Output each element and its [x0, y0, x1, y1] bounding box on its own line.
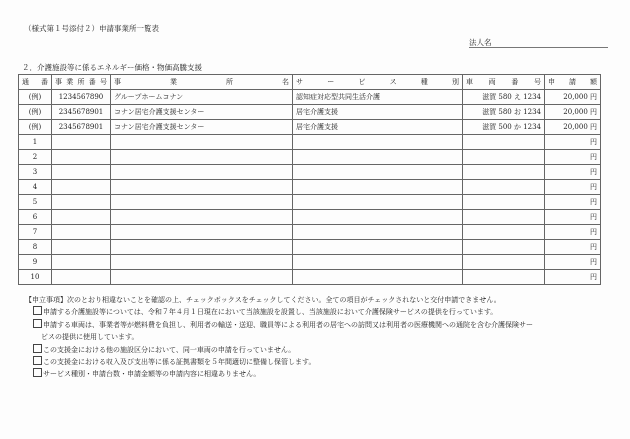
cell-serial: 6 [19, 210, 52, 225]
cell-serial: 3 [19, 165, 52, 180]
cell-vehicle-number[interactable] [463, 210, 545, 225]
declaration-item [25, 368, 615, 380]
cell-office-number[interactable] [52, 225, 111, 240]
cell-office-number: 1234567890 [52, 90, 111, 105]
cell-vehicle-number: 滋賀 500 か 1234 [463, 120, 545, 135]
checkbox[interactable] [33, 306, 42, 315]
cell-amount: 20,000 円 [545, 105, 601, 120]
declaration-text-continued: ビスの提供に使用しています。 [41, 333, 139, 342]
cell-service-type[interactable] [293, 255, 463, 270]
declaration-item [25, 356, 615, 368]
declaration-text: この支援金における収入及び支出等に係る証拠書類を５年間適切に整備し保管します。 [43, 358, 316, 367]
cell-serial: (例) [19, 90, 52, 105]
cell-vehicle-number: 滋賀 580 お 1234 [463, 105, 545, 120]
table-row [19, 210, 601, 225]
table-row [19, 135, 601, 150]
checkbox[interactable] [33, 319, 42, 328]
cell-amount[interactable]: 円 [545, 210, 601, 225]
table-row [19, 240, 601, 255]
corporation-name-label: 法人名 [469, 38, 492, 47]
cell-office-number[interactable] [52, 210, 111, 225]
table-row [19, 180, 601, 195]
header-office-number: 事業所番号 [52, 75, 111, 90]
cell-service-type[interactable] [293, 270, 463, 285]
cell-service-type: 居宅介護支援 [293, 105, 463, 120]
cell-vehicle-number[interactable] [463, 180, 545, 195]
example-row [19, 105, 601, 120]
cell-amount[interactable]: 円 [545, 165, 601, 180]
cell-amount[interactable]: 円 [545, 135, 601, 150]
declaration-item [25, 344, 615, 356]
table-row [19, 195, 601, 210]
cell-office-number[interactable] [52, 255, 111, 270]
header-amount: 申 請 額 [545, 75, 601, 90]
section-title: ２．介護施設等に係るエネルギー価格・物価高騰支援 [22, 63, 202, 72]
cell-office-name: コナン居宅介護支援センター [111, 120, 293, 135]
cell-service-type[interactable] [293, 195, 463, 210]
cell-office-name[interactable] [111, 180, 293, 195]
cell-service-type: 認知症対応型共同生活介護 [293, 90, 463, 105]
cell-office-name[interactable] [111, 195, 293, 210]
cell-vehicle-number[interactable] [463, 165, 545, 180]
example-row [19, 90, 601, 105]
cell-office-name[interactable] [111, 135, 293, 150]
cell-serial: (例) [19, 105, 52, 120]
cell-service-type: 居宅介護支援 [293, 120, 463, 135]
declaration-item [25, 319, 615, 344]
declaration-text: 申請する介護施設等については、令和７年４月１日現在において当該施設を設置し、当該施設において介護保険サービスの提供を行っています。 [43, 308, 498, 317]
cell-vehicle-number[interactable] [463, 135, 545, 150]
cell-vehicle-number[interactable] [463, 225, 545, 240]
example-row [19, 120, 601, 135]
cell-amount[interactable]: 円 [545, 195, 601, 210]
cell-serial: 5 [19, 195, 52, 210]
cell-amount: 20,000 円 [545, 120, 601, 135]
cell-service-type[interactable] [293, 240, 463, 255]
declaration-section [25, 294, 615, 381]
cell-office-number[interactable] [52, 195, 111, 210]
cell-vehicle-number[interactable] [463, 240, 545, 255]
cell-service-type[interactable] [293, 150, 463, 165]
header-service-type: サ ー ビ ス 種 別 [293, 75, 463, 90]
cell-service-type[interactable] [293, 165, 463, 180]
facility-list-table [18, 74, 601, 285]
table-row [19, 165, 601, 180]
cell-office-name[interactable] [111, 255, 293, 270]
header-serial: 通 番 [19, 75, 52, 90]
cell-serial: 2 [19, 150, 52, 165]
cell-serial: 4 [19, 180, 52, 195]
cell-amount[interactable]: 円 [545, 270, 601, 285]
cell-serial: 8 [19, 240, 52, 255]
declaration-text: この支援金における他の施設区分において、同一車両の申請を行っていません。 [43, 345, 296, 354]
cell-amount[interactable]: 円 [545, 240, 601, 255]
table-row [19, 150, 601, 165]
cell-office-number: 2345678901 [52, 105, 111, 120]
cell-service-type[interactable] [293, 180, 463, 195]
cell-office-name[interactable] [111, 150, 293, 165]
table-header-row [19, 75, 601, 90]
header-office-name: 事 業 所 名 [111, 75, 293, 90]
cell-vehicle-number[interactable] [463, 270, 545, 285]
cell-office-name[interactable] [111, 270, 293, 285]
cell-amount[interactable]: 円 [545, 225, 601, 240]
cell-service-type[interactable] [293, 225, 463, 240]
table-row [19, 225, 601, 240]
cell-serial: 10 [19, 270, 52, 285]
checkbox[interactable] [33, 368, 42, 377]
table-row [19, 270, 601, 285]
cell-vehicle-number: 滋賀 580 え 1234 [463, 90, 545, 105]
table-row [19, 255, 601, 270]
cell-serial: 1 [19, 135, 52, 150]
cell-serial: (例) [19, 120, 52, 135]
cell-service-type[interactable] [293, 135, 463, 150]
form-title: （様式第１号添付２）申請事業所一覧表 [24, 24, 159, 33]
cell-office-number[interactable] [52, 165, 111, 180]
declaration-text: 申請する車両は、事業者等が燃料費を負担し、利用者の輸送・送迎、職員等による利用者の居宅への訪問又は利用者の医療機関への通院を含む介護保険サー [43, 320, 533, 329]
declaration-text: サービス種別・申請台数・申請金額等の申請内容に相違ありません。 [43, 370, 261, 379]
cell-vehicle-number[interactable] [463, 195, 545, 210]
cell-amount: 20,000 円 [545, 90, 601, 105]
cell-serial: 9 [19, 255, 52, 270]
cell-amount[interactable]: 円 [545, 180, 601, 195]
cell-office-number: 2345678901 [52, 120, 111, 135]
cell-office-number[interactable] [52, 270, 111, 285]
declaration-intro: 【申立事項】次のとおり相違ないことを確認の上、チェックボックスをチェックしてください。全ての項目がチェックされないと交付申請できません。 [25, 296, 501, 304]
cell-vehicle-number[interactable] [463, 150, 545, 165]
declaration-item [25, 306, 615, 318]
checkbox[interactable] [33, 356, 42, 365]
cell-office-name: グループホームコナン [111, 90, 293, 105]
cell-serial: 7 [19, 225, 52, 240]
corporation-name-field[interactable] [469, 38, 608, 48]
cell-office-name[interactable] [111, 240, 293, 255]
cell-office-number[interactable] [52, 150, 111, 165]
cell-office-name: コナン居宅介護支援センター [111, 105, 293, 120]
cell-office-name[interactable] [111, 165, 293, 180]
cell-service-type[interactable] [293, 210, 463, 225]
cell-vehicle-number[interactable] [463, 255, 545, 270]
cell-office-name[interactable] [111, 210, 293, 225]
cell-amount[interactable]: 円 [545, 255, 601, 270]
cell-amount[interactable]: 円 [545, 150, 601, 165]
cell-office-number[interactable] [52, 135, 111, 150]
header-vehicle-number: 車 両 番 号 [463, 75, 545, 90]
cell-office-number[interactable] [52, 240, 111, 255]
cell-office-number[interactable] [52, 180, 111, 195]
cell-office-name[interactable] [111, 225, 293, 240]
checkbox[interactable] [33, 344, 42, 353]
